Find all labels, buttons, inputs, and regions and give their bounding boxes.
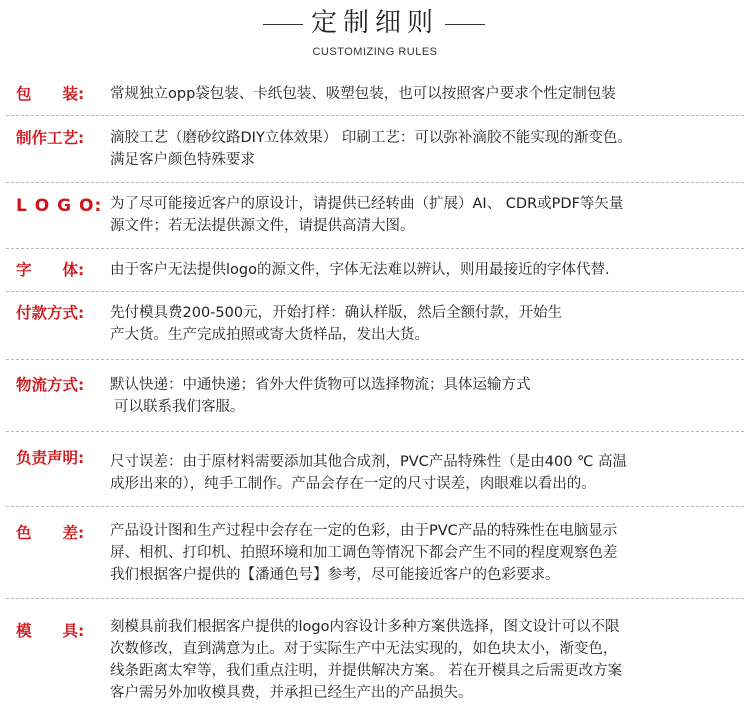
divider <box>6 506 744 507</box>
text-line: 先付模具费200-500元，开始打样：确认样版，然后全额付款，开始生 <box>110 305 563 321</box>
text-line: 默认快递：中通快递；省外大件货物可以选择物流；具体运输方式 <box>110 377 531 393</box>
title-divider-right <box>445 24 485 25</box>
text-line: 产品设计图和生产过程中会存在一定的色彩，由于PVC产品的特殊性在电脑显示 <box>110 523 618 539</box>
text-line: 我们根据客户提供的【潘通色号】参考，尽可能接近客户的色彩要求。 <box>110 567 560 583</box>
text-line: 产大货。生产完成拍照或寄大货样品，发出大货。 <box>110 327 429 343</box>
text-line: 屏、相机、打印机、拍照环境和加工调色等情况下都会产生不同的程度观察色差 <box>110 545 618 561</box>
section-label: 字 体: <box>16 261 85 279</box>
section-label: 色 差: <box>16 524 85 542</box>
section-text <box>110 127 740 171</box>
section-label: 制作工艺: <box>16 129 85 147</box>
section-text <box>110 193 740 237</box>
text-line: 源文件；若无法提供源文件，请提供高清大图。 <box>110 218 415 234</box>
section-text <box>110 451 740 495</box>
divider <box>6 359 744 360</box>
divider <box>6 182 744 183</box>
text-line: 客户需另外加收模具费，并承担已经生产出的产品损失。 <box>110 685 473 701</box>
section-text <box>110 259 740 281</box>
text-line: 成形出来的），纯手工制作。产品会存在一定的尺寸误差，肉眼难以看出的。 <box>110 476 596 492</box>
text-line: 滴胶工艺（磨砂纹路DIY立体效果） 印刷工艺：可以弥补滴胶不能实现的渐变色。 <box>110 130 632 146</box>
divider <box>6 115 744 116</box>
page-header <box>0 0 750 78</box>
page-subtitle: CUSTOMIZING RULES <box>312 46 438 58</box>
section-text <box>110 520 740 586</box>
section-label: L O G O: <box>16 196 103 216</box>
text-line: 刻模具前我们根据客户提供的logo内容设计多种方案供选择，图文设计可以不限 <box>110 619 620 635</box>
section-text <box>110 374 740 418</box>
text-line: 满足客户颜色特殊要求 <box>110 152 255 168</box>
text-line: 可以联系我们客服。 <box>114 399 245 415</box>
section-text <box>110 302 740 346</box>
section-text <box>110 616 740 704</box>
section-label: 包 装: <box>16 85 85 103</box>
text-line: 次数修改，直到满意为止。对于实际生产中无法实现的，如色块太小，渐变色， <box>110 641 618 657</box>
divider <box>6 291 744 292</box>
text-line: 线条距离太窄等，我们重点注明，并提供解决方案。 若在开模具之后需更改方案 <box>110 663 623 679</box>
divider <box>6 431 744 432</box>
text-line: 尺寸误差：由于原材料需要添加其他合成剂，PVC产品特殊性（是由400 ℃ 高温 <box>110 454 627 470</box>
text-line: 为了尽可能接近客户的原设计，请提供已经转曲（扩展）AI、 CDR或PDF等矢量 <box>110 196 624 212</box>
text-line: 由于客户无法提供logo的源文件，字体无法难以辨认，则用最接近的字体代替. <box>110 262 610 278</box>
divider <box>6 598 744 599</box>
section-text <box>110 83 740 105</box>
page-title: 定制细则 <box>310 8 439 38</box>
section-label: 负责声明: <box>16 449 85 467</box>
text-line: 常规独立opp袋包装、卡纸包装、吸塑包装，也可以按照客户要求个性定制包装 <box>110 86 616 102</box>
section-label: 物流方式: <box>16 376 85 394</box>
section-label: 付款方式: <box>16 304 85 322</box>
section-label: 模 具: <box>16 622 85 640</box>
divider <box>6 248 744 249</box>
